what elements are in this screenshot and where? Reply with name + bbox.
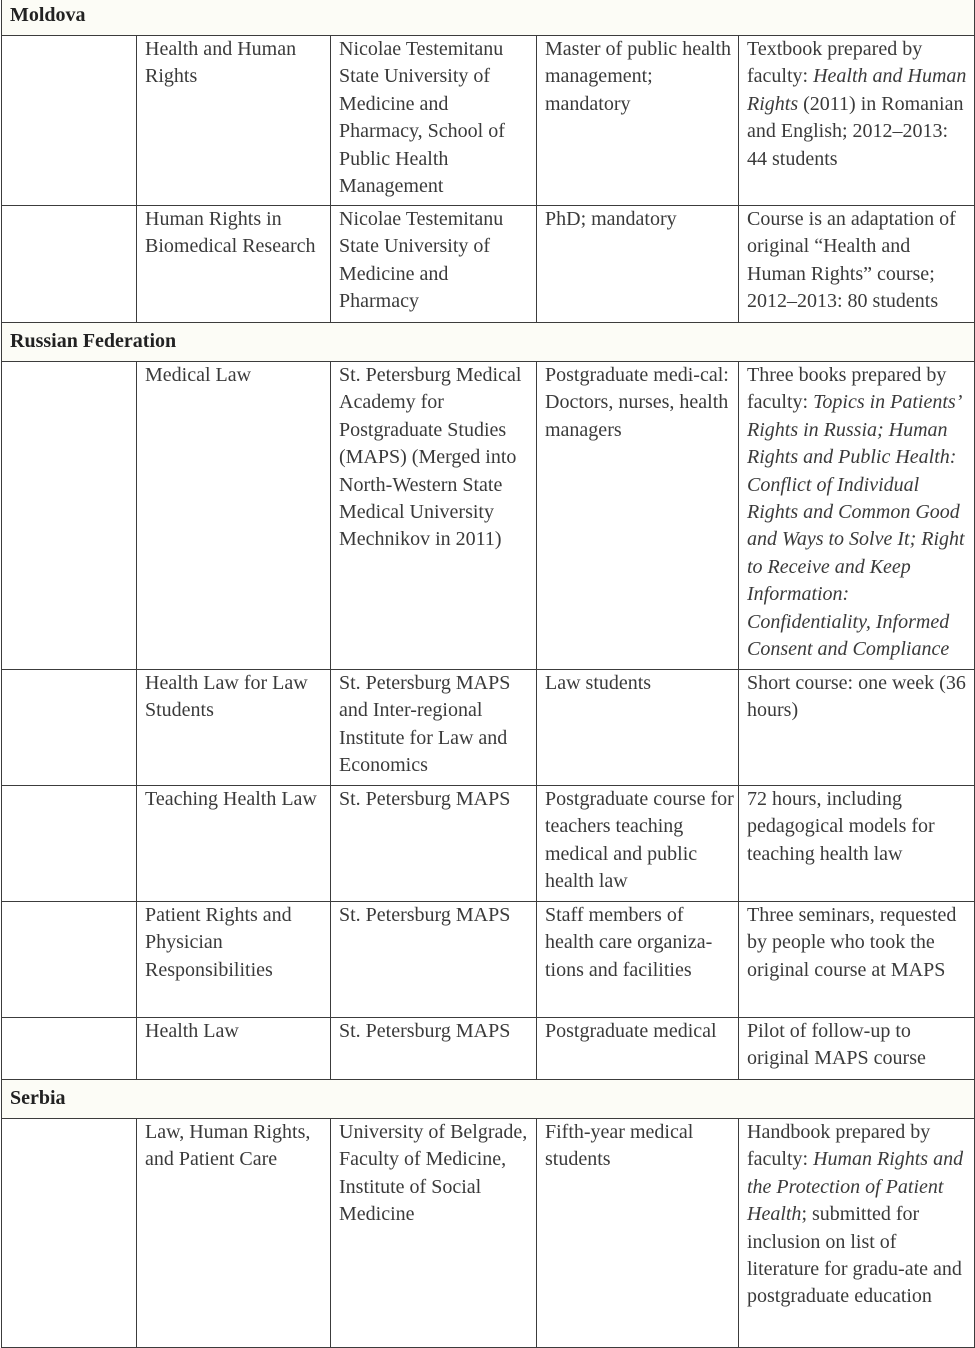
table-row: [2, 670, 975, 786]
empty-cell: [2, 206, 137, 323]
audience-cell: PhD; mandatory: [537, 206, 739, 323]
institution-cell: Nicolae Testemitanu State University of Medicine and Pharmacy, School of Public Health Management: [331, 36, 537, 206]
notes-text: Course is an adaptation of original “Health and Human Rights” course; 2012–2013: 80 students: [747, 208, 956, 313]
italic-title: Human Rights and the Protection of Patient Health: [747, 1148, 964, 1226]
notes-text: Pilot of follow-up to original MAPS course: [747, 1020, 926, 1070]
table-row: [2, 206, 975, 323]
notes-text: ; submitted for inclusion on list of literature for gradu-ate and postgraduate education: [747, 1203, 962, 1308]
table-body: [2, 0, 975, 1348]
empty-cell: [2, 1018, 137, 1080]
country-row: [2, 1080, 975, 1119]
notes-cell: [739, 902, 975, 1018]
audience-cell: Law students: [537, 670, 739, 786]
empty-cell: [2, 786, 137, 902]
curricula-table: [1, 0, 975, 1348]
notes-cell: [739, 1018, 975, 1080]
audience-cell: Staff members of health care organiza-tions and facilities: [537, 902, 739, 1018]
notes-cell: [739, 786, 975, 902]
course-cell: Teaching Health Law: [137, 786, 331, 902]
country-heading: Moldova: [2, 0, 975, 36]
table-row: [2, 362, 975, 670]
audience-cell: Postgraduate course for teachers teaching medical and public health law: [537, 786, 739, 902]
course-cell: Health Law: [137, 1018, 331, 1080]
empty-cell: [2, 362, 137, 670]
course-cell: Medical Law: [137, 362, 331, 670]
italic-title: Topics in Patients’ Rights in Russia; Human Rights and Public Health: Conflict of Individual Rights and Common Good and Ways to Solve It; Right to Receive and Keep Information: Confidentiality, Informed Consent and Compliance: [747, 391, 965, 661]
institution-cell: St. Petersburg MAPS: [331, 1018, 537, 1080]
notes-cell: [739, 206, 975, 323]
audience-cell: Master of public health management; mandatory: [537, 36, 739, 206]
notes-text: (2011) in Romanian and English; 2012–2013: 44 students: [747, 92, 964, 170]
institution-cell: Nicolae Testemitanu State University of Medicine and Pharmacy: [331, 206, 537, 323]
table-row: [2, 1119, 975, 1348]
course-cell: Human Rights in Biomedical Research: [137, 206, 331, 323]
course-cell: Patient Rights and Physician Responsibilities: [137, 902, 331, 1018]
notes-text: Short course: one week (36 hours): [747, 672, 966, 722]
audience-cell: Fifth-year medical students: [537, 1119, 739, 1348]
notes-text: Three books prepared by faculty:: [747, 364, 947, 414]
course-cell: Health Law for Law Students: [137, 670, 331, 786]
country-heading: Serbia: [2, 1080, 975, 1119]
notes-cell: [739, 362, 975, 670]
course-cell: Health and Human Rights: [137, 36, 331, 206]
empty-cell: [2, 36, 137, 206]
institution-cell: St. Petersburg MAPS: [331, 786, 537, 902]
table-row: [2, 902, 975, 1018]
institution-cell: St. Petersburg Medical Academy for Postgraduate Studies (MAPS) (Merged into North-Western State Medical University Mechnikov in 2011): [331, 362, 537, 670]
notes-text: Textbook prepared by faculty:: [747, 38, 923, 88]
country-heading: Russian Federation: [2, 323, 975, 362]
notes-text: 72 hours, including pedagogical models for teaching health law: [747, 788, 935, 865]
notes-cell: [739, 670, 975, 786]
notes-text: Three seminars, requested by people who took the original course at MAPS: [747, 904, 957, 981]
country-row: [2, 0, 975, 36]
empty-cell: [2, 670, 137, 786]
institution-cell: University of Belgrade, Faculty of Medicine, Institute of Social Medicine: [331, 1119, 537, 1348]
audience-cell: Postgraduate medi-cal: Doctors, nurses, health managers: [537, 362, 739, 670]
notes-text: Handbook prepared by faculty:: [747, 1121, 931, 1171]
notes-cell: [739, 36, 975, 206]
country-row: [2, 323, 975, 362]
notes-cell: [739, 1119, 975, 1348]
institution-cell: St. Petersburg MAPS: [331, 902, 537, 1018]
table-row: [2, 36, 975, 206]
table-row: [2, 786, 975, 902]
course-cell: Law, Human Rights, and Patient Care: [137, 1119, 331, 1348]
table-row: [2, 1018, 975, 1080]
italic-title: Health and Human Rights: [747, 65, 967, 115]
empty-cell: [2, 1119, 137, 1348]
institution-cell: St. Petersburg MAPS and Inter-regional Institute for Law and Economics: [331, 670, 537, 786]
audience-cell: Postgraduate medical: [537, 1018, 739, 1080]
empty-cell: [2, 902, 137, 1018]
